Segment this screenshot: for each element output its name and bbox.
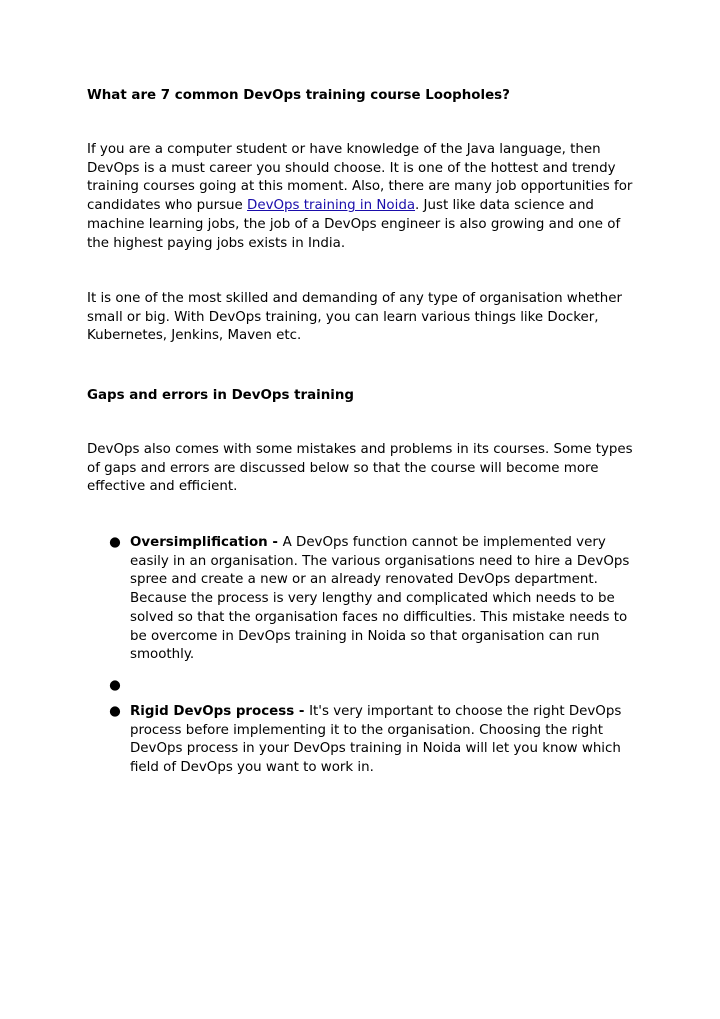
paragraph-gaps-intro: DevOps also comes with some mistakes and problems in its courses. Some types of gaps and errors are discussed below so that the course will become more effective and efficient. — [87, 442, 633, 495]
bullet-icon: ● — [109, 704, 121, 719]
list-item-text — [130, 534, 643, 665]
list-item-body: A DevOps function cannot be implemented very easily in an organisation. The various organisations need to hire a DevOps spree and create a new or an already renovated DevOps department. Because the process is very lengthy and complicated which needs to be solved so that the organisation faces no difficulties. This mistake needs to be overcome in DevOps training in Noida so that organisation can run smoothly. — [130, 535, 630, 663]
list-item-label: Rigid DevOps process - — [130, 704, 310, 719]
list-item-body: It's very important to choose the right DevOps process before implementing it to the organisation. Choosing the right DevOps process in your DevOps training in Noida will let you know which field of DevOps you want to work in. — [130, 704, 622, 776]
list-item-empty — [87, 677, 643, 696]
paragraph-intro-text-1: If you are a computer student or have knowledge of the Java language, then DevOps is a must career you should choose. It is one of the hottest and trendy training courses going at this moment. Also, there are many job opportunities for candidates who pursue — [87, 142, 633, 214]
paragraph-intro-text-2: . Just like data science and machine learning jobs, the job of a DevOps engineer is also growing and one of the highest paying jobs exists in India. — [87, 198, 621, 251]
list-item-text — [130, 703, 643, 778]
paragraph-intro — [87, 141, 643, 253]
list-item-label: Oversimplification - — [130, 535, 283, 550]
bullet-icon: ● — [109, 535, 121, 550]
bullet-icon: ● — [109, 678, 121, 693]
list-item-rigid-process — [87, 703, 643, 779]
section-heading-gaps: Gaps and errors in DevOps training — [87, 388, 354, 403]
devops-training-noida-link[interactable]: DevOps training in Noida — [247, 198, 416, 214]
list-item-oversimplification — [87, 534, 643, 666]
document-title: What are 7 common DevOps training course Loopholes? — [87, 88, 510, 103]
paragraph-skills: It is one of the most skilled and demanding of any type of organisation whether small or big. With DevOps training, you can learn various things like Docker, Kubernetes, Jenkins, Maven etc. — [87, 291, 622, 344]
